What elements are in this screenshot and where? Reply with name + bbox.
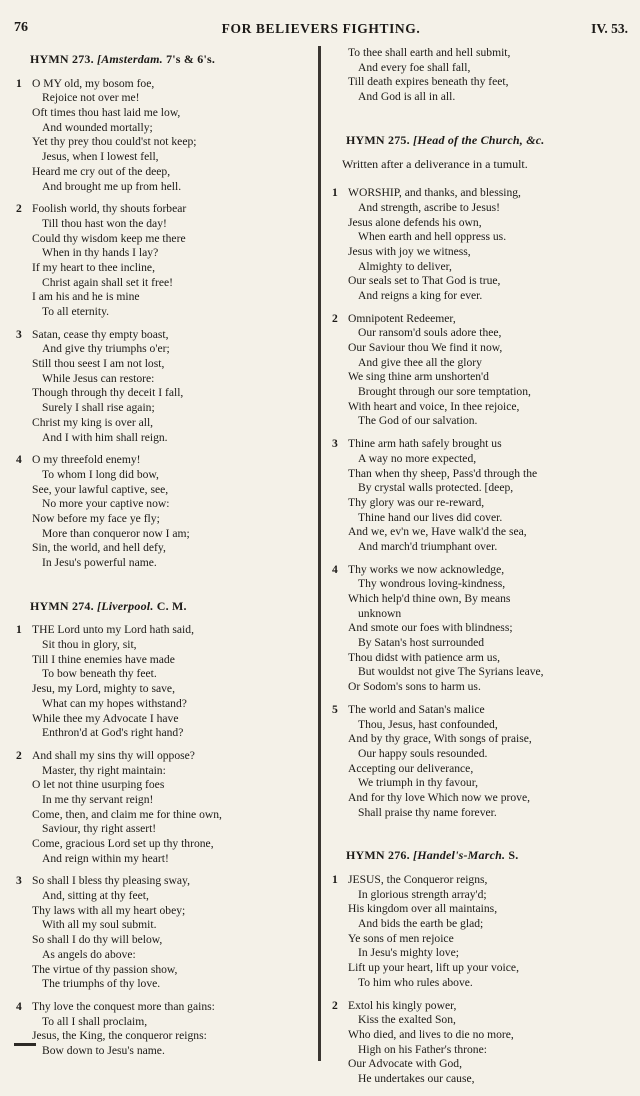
verse-line [14,808,306,823]
verse-number: 4 [332,562,338,576]
verse-line [14,453,306,468]
verse-number: 2 [16,202,22,216]
verse-line [330,201,630,216]
verse-text: We sing thine arm unshorten'd [348,370,489,384]
verse-text: THE Lord unto my Lord hath said, [32,623,194,637]
verse-text: O let not thine usurping foes [32,778,165,792]
verse [330,703,630,821]
verse-text: We triumph in thy favour, [358,776,478,790]
verse-text: By Satan's host surrounded [358,636,485,650]
verse-line [330,1013,630,1028]
verse-text: What can my hopes withstand? [42,696,187,710]
verse-text: To bow beneath thy feet. [42,667,157,681]
verse-line [330,636,630,651]
verse-text: Surely I shall rise again; [42,401,155,415]
verse-text: Saviour, thy right assert! [42,822,157,836]
left-column [14,46,306,1067]
verse [330,999,630,1087]
verse-text: Rejoice not over me! [42,91,140,105]
verse-text: Satan, cease thy empty boast, [32,327,169,341]
verse-text: And smote our foes with blindness; [348,621,513,635]
verse-line [330,452,630,467]
verse-line [330,703,630,718]
continued-verse [330,46,630,105]
verse-text: If my heart to thee incline, [32,260,155,274]
verse-line [330,370,630,385]
verse-number: 1 [16,623,22,637]
verse-text: Which help'd thine own, By means [348,592,511,606]
spacer [14,579,306,593]
verse-text: He undertakes our cause, [358,1071,475,1085]
verse [14,623,306,741]
running-header [14,20,628,42]
verse-line [14,1029,306,1044]
verse-text: And I with him shall reign. [42,430,168,444]
verse-line [330,762,630,777]
verse-line [330,1057,630,1072]
verse-line [14,276,306,291]
verse-line [14,386,306,401]
verse-text: Till thou hast won the day! [42,216,167,230]
verse-line [330,260,630,275]
verse-number: 2 [332,998,338,1012]
verse-line [330,46,630,61]
verse-line [14,1015,306,1030]
verse-text: And give thee all the glory [358,355,482,369]
verse-text: In Jesu's powerful name. [42,556,157,570]
verse-line [14,77,306,92]
verse-text: I am his and he is mine [32,290,140,304]
verse-text: And give thy triumphs o'er; [42,342,170,356]
verse-text: Foolish world, thy shouts forbear [32,202,187,216]
verse-line [330,437,630,452]
verse-text: When in thy hands I lay? [42,246,159,260]
verse-line [330,732,630,747]
verse-line [330,961,630,976]
column-divider [318,46,321,1061]
verse-line [330,999,630,1014]
hymn-tune: [Liverpool. [97,598,154,613]
verse-number: 5 [332,702,338,716]
verse-line [14,837,306,852]
verse-text: Almighty to deliver, [358,259,452,273]
verse-text: In me thy servant reign! [42,792,154,806]
verse-text: As angels do above: [42,947,136,961]
verse-number: 3 [16,874,22,888]
verse-line [14,541,306,556]
verse-line [330,245,630,260]
verse-text: Jesus alone defends his own, [348,215,482,229]
verse-text: Accepting our deliverance, [348,761,474,775]
spacer [330,828,630,842]
verse-line [330,75,630,90]
verse-line [14,150,306,165]
verse [14,453,306,571]
verse-text: unknown [358,606,402,620]
verse-text: And march'd triumphant over. [358,539,498,553]
verse-text: Who died, and lives to die no more, [348,1027,514,1041]
verse-line [14,963,306,978]
verse-text: A way no more expected, [358,451,477,465]
verse-text: See, your lawful captive, see, [32,482,169,496]
verse [14,874,306,992]
page-number: 76 [14,20,28,35]
verse [330,312,630,430]
verse-text: Till I thine enemies have made [32,652,175,666]
verse-number: 1 [332,186,338,200]
hymn-number: HYMN 275. [346,132,410,147]
verse-line [330,1043,630,1058]
verse-text: And God is all in all. [358,90,456,104]
verse-line [14,290,306,305]
verse-text: And reigns a king for ever. [358,288,483,302]
hymn-tune: [Amsterdam. [97,52,163,66]
verse-line [14,1000,306,1015]
verse-line [330,511,630,526]
verse-text: To thee shall earth and hell submit, [348,46,511,59]
verse-line [14,165,306,180]
verse-line [14,328,306,343]
verse-line [330,414,630,429]
verse-text: In glorious strength array'd; [358,887,487,901]
verse-line [14,697,306,712]
verse-text: Christ my king is over all, [32,415,154,429]
verse-line [14,357,306,372]
verse-text: And reign within my heart! [42,851,169,865]
hymn-tune: [Handel's-March. [413,848,506,863]
verse-line [330,607,630,622]
verse-line [14,682,306,697]
verse-text: Than when thy sheep, Pass'd through the [348,466,538,480]
verse [330,563,630,695]
verse-line [330,917,630,932]
verse-text: With heart and voice, In thee rejoice, [348,399,520,413]
verse-line [330,400,630,415]
verse-line [14,977,306,992]
verse-text: Master, thy right maintain: [42,763,166,777]
verse-text: No more your captive now: [42,497,170,511]
verse-text: And wounded mortally; [42,120,153,134]
verse-line [330,496,630,511]
verse-text: Thine arm hath safely brought us [348,437,502,451]
verse-line [330,946,630,961]
verse-text: O MY old, my bosom foe, [32,76,155,90]
verse-line [14,106,306,121]
verse-text: Thy works we now acknowledge, [348,562,505,576]
verse-text: Thine hand our lives did cover. [358,510,503,524]
verse-text: The virtue of thy passion show, [32,962,178,976]
verse-line [14,948,306,963]
verse-line [14,202,306,217]
verse-text: Sin, the world, and hell defy, [32,541,166,555]
verse-text: His kingdom over all maintains, [348,902,498,916]
verse-line [330,932,630,947]
verse-text: Our Saviour thou We find it now, [348,341,503,355]
verse-text: The triumphs of thy love. [42,977,161,991]
verse-text: Our ransom'd souls adore thee, [358,326,502,340]
verse [14,77,306,195]
verse-text: Omnipotent Redeemer, [348,311,456,325]
verse-line [14,483,306,498]
verse-text: So shall I do thy will below, [32,933,163,947]
verse-line [14,305,306,320]
verse-text: Jesus with joy we witness, [348,244,471,258]
verse [14,1000,306,1059]
verse-line [14,778,306,793]
verse-text: While Jesus can restore: [42,371,155,385]
verse-line [330,230,630,245]
verse-line [14,918,306,933]
verse-line [330,326,630,341]
verse-text: Oft times thou hast laid me low, [32,106,181,120]
verse-line [330,592,630,607]
hymn-heading [346,848,630,863]
verse-text: Thy laws with all my heart obey; [32,903,186,917]
verse-line [14,793,306,808]
verse-line [14,822,306,837]
verse-line [14,623,306,638]
verse-text: Jesu, my Lord, mighty to save, [32,682,175,696]
hymn-meter: 7's & 6's. [166,52,216,66]
verse-text: And by thy grace, With songs of praise, [348,732,532,746]
verse-text: Till death expires beneath thy feet, [348,75,509,89]
verse-line [14,121,306,136]
verse-line [14,91,306,106]
verse-text: Brought through our sore temptation, [358,385,531,399]
verse [330,186,630,304]
verse-line [330,776,630,791]
verse-line [14,712,306,727]
verse-line [330,888,630,903]
hymn-tune: [Head of the Church, &c. [413,132,545,147]
hymn-meter: S. [508,848,519,863]
verse-text: WORSHIP, and thanks, and blessing, [348,186,521,200]
verse-text: O my threefold enemy! [32,453,141,467]
verse-text: So shall I bless thy pleasing sway, [32,874,191,888]
verse-text: With all my soul submit. [42,918,157,932]
hymn-number: HYMN 273. [30,52,94,66]
verse-text: Jesus, when I lowest fell, [42,150,159,164]
verse-text: Ye sons of men rejoice [348,931,454,945]
verse-line [14,852,306,867]
verse-number: 4 [16,999,22,1013]
verse-number: 1 [16,76,22,90]
verse-text: In Jesu's mighty love; [358,946,459,960]
verse-line [14,527,306,542]
verse-text: Sit thou in glory, sit, [42,638,137,652]
verse-line [14,135,306,150]
verse-text: To him who rules above. [358,975,473,989]
verse-line [330,718,630,733]
verse-line [14,1044,306,1059]
verse-text: Or Sodom's sons to harm us. [348,680,481,694]
verse-line [330,577,630,592]
verse-line [330,873,630,888]
hymn-number: HYMN 276. [346,848,410,863]
verse-text: Come, then, and claim me for thine own, [32,807,222,821]
verse-line [330,385,630,400]
verse-text: While thee my Advocate I have [32,711,179,725]
verse-line [14,401,306,416]
verse-text: When earth and hell oppress us. [358,230,507,244]
verse-text: And, sitting at thy feet, [42,889,149,903]
verse-line [330,289,630,304]
verse-number: 3 [332,437,338,451]
verse-text: Thy glory was our re-reward, [348,495,485,509]
verse-text: Thy love the conquest more than gains: [32,999,215,1013]
verse-line [14,874,306,889]
verse-text: Lift up your heart, lift up your voice, [348,961,519,975]
verse-line [14,342,306,357]
verse-line [14,416,306,431]
verse-text: And strength, ascribe to Jesus! [358,200,500,214]
verse-text: The world and Satan's malice [348,702,485,716]
verse-line [14,217,306,232]
verse-text: By crystal walls protected. [deep, [358,481,514,495]
verse-text: More than conqueror now I am; [42,526,190,540]
verse-line [14,726,306,741]
verse-text: To all eternity. [42,305,110,319]
verse-text: Our seals set to That God is true, [348,274,501,288]
hymn-note: Written after a deliverance in a tumult. [342,157,528,172]
hymn-number: HYMN 274. [30,598,94,613]
verse-text: But wouldst not give The Syrians leave, [358,665,544,679]
verse-line [330,186,630,201]
verse-text: Thou, Jesus, hast confounded, [358,717,498,731]
verse-text: Bow down to Jesu's name. [42,1043,165,1057]
verse-line [14,180,306,195]
verse-line [14,556,306,571]
verse-line [14,933,306,948]
verse-line [14,246,306,261]
verse-line [330,1072,630,1087]
verse-text: Jesus, the King, the conqueror reigns: [32,1029,207,1043]
verse-text: And for thy love Which now we prove, [348,790,531,804]
verse-line [14,904,306,919]
verse-text: Yet thy prey thou could'st not keep; [32,135,197,149]
verse-number: 2 [332,311,338,325]
verse-line [14,638,306,653]
verse-text: And bids the earth be glad; [358,917,484,931]
verse-number: 3 [16,327,22,341]
verse-line [330,747,630,762]
verse-line [14,372,306,387]
verse-line [330,341,630,356]
verse-line [330,312,630,327]
verse-line [330,665,630,680]
hymn-heading [30,599,306,614]
verse-line [330,356,630,371]
verse-text: Thou didst with patience arm us, [348,650,500,664]
verse-text: Our Advocate with God, [348,1057,462,1071]
verse-text: Kiss the exalted Son, [358,1013,456,1027]
verse-text: And shall my sins thy will oppose? [32,748,195,762]
hymn-meter: C. M. [156,598,187,613]
verse-line [330,1028,630,1043]
verse-line [14,653,306,668]
verse-line [330,621,630,636]
verse-line [14,512,306,527]
verse-line [330,791,630,806]
section-reference: IV. 53. [591,21,628,36]
verse-text: Still thou seest I am not lost, [32,357,165,371]
verse-text: Thy wondrous loving-kindness, [358,577,506,591]
verse-text: JESUS, the Conqueror reigns, [348,873,488,887]
verse [14,749,306,867]
verse-line [14,667,306,682]
verse-line [14,261,306,276]
verse-text: High on his Father's throne: [358,1042,487,1056]
verse-text: Though through thy deceit I fall, [32,386,184,400]
verse-text: Our happy souls resounded. [358,746,488,760]
verse-text: Enthron'd at God's right hand? [42,726,184,740]
verse-line [330,90,630,105]
verse-line [330,467,630,482]
verse-text: Heard me cry out of the deep, [32,164,171,178]
verse-text: The God of our salvation. [358,414,478,428]
verse-number: 2 [16,748,22,762]
verse-text: Come, gracious Lord set up thy throne, [32,837,214,851]
printer-mark [14,1043,36,1046]
verse-text: To all I shall proclaim, [42,1014,148,1028]
verse [330,873,630,991]
verse-text: Now before my face ye fly; [32,511,160,525]
verse-text: And brought me up from hell. [42,179,182,193]
verse-text: And we, ev'n we, Have walk'd the sea, [348,525,527,539]
verse [14,328,306,446]
verse-line [330,902,630,917]
verse-line [330,481,630,496]
hymn-heading [30,52,306,67]
verse-line [14,232,306,247]
verse-number: 4 [16,453,22,467]
verse-line [14,749,306,764]
verse-line [330,563,630,578]
hymn-heading [346,133,630,148]
verse-text: Christ again shall set it free! [42,275,174,289]
verse-line [330,976,630,991]
verse-line [14,468,306,483]
verse-text: Extol his kingly power, [348,998,457,1012]
verse-text: Could thy wisdom keep me there [32,231,186,245]
verse-line [330,216,630,231]
verse-line [14,497,306,512]
running-title: FOR BELIEVERS FIGHTING. [221,21,421,36]
verse-line [330,680,630,695]
verse-line [330,525,630,540]
verse-line [14,889,306,904]
verse [330,437,630,555]
verse-text: Shall praise thy name forever. [358,805,497,819]
verse-line [330,61,630,76]
verse-number: 1 [332,873,338,887]
verse-line [14,431,306,446]
verse [14,202,306,320]
verse-text: And every foe shall fall, [358,60,471,74]
spacer [330,113,630,127]
verse-line [330,274,630,289]
verse-line [330,540,630,555]
right-column [330,46,630,1095]
verse-text: To whom I long did bow, [42,467,159,481]
verse-line [330,651,630,666]
verse-line [14,764,306,779]
verse-line [330,806,630,821]
